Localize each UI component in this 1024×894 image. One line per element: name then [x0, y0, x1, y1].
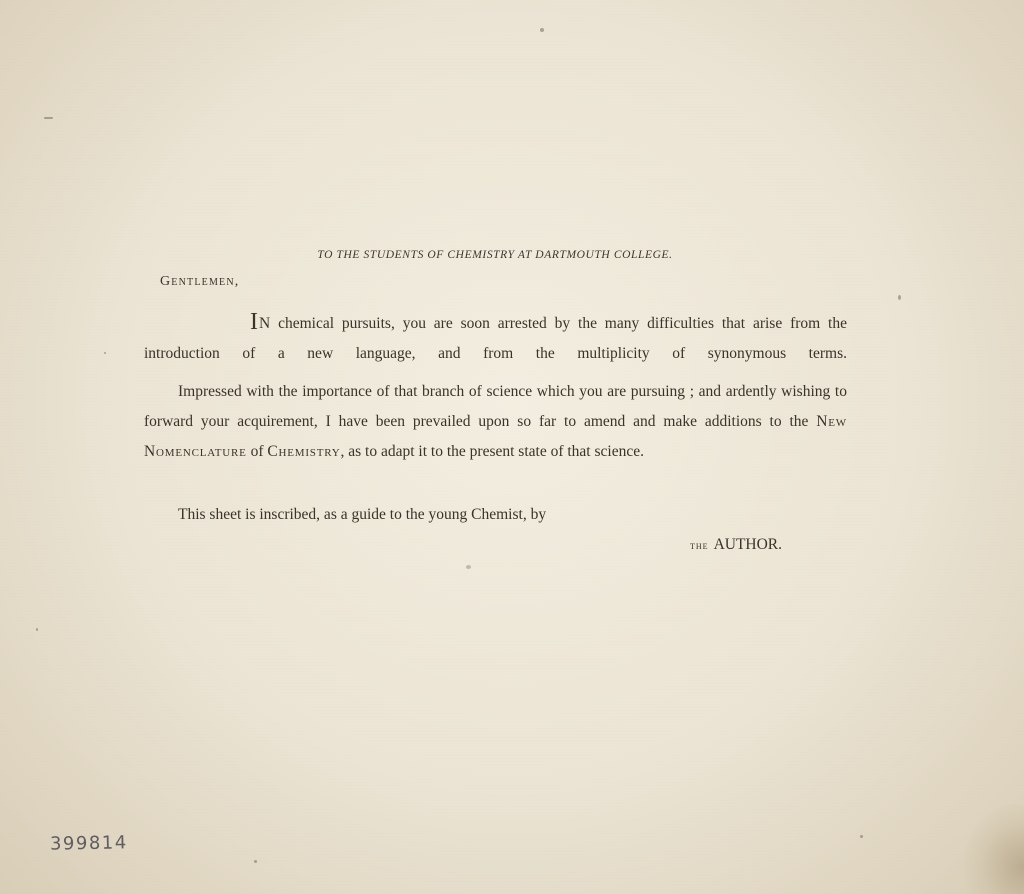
new-nomenclature-phrase: New Nomenclature [144, 413, 847, 460]
paragraph-introduction-text: chemical pursuits, you are soon arrested by the many difficulties that arise from the introduction of a new language, and from the multiplicity of synonymous terms. [144, 315, 847, 362]
signature-name: AUTHOR. [713, 536, 783, 553]
paper-speck [466, 565, 471, 569]
paper-speck [898, 295, 901, 300]
document-heading: TO THE STUDENTS OF CHEMISTRY AT DARTMOUTH COLLEGE. [317, 249, 673, 261]
first-word-rest: N [259, 315, 271, 332]
corner-stain [964, 804, 1024, 894]
signature [690, 530, 782, 560]
paper-speck [44, 117, 53, 119]
paragraph-purpose [144, 377, 847, 467]
paragraph-purpose-text-before: Impressed with the importance of that branch of science which you are pursuing ; and ardently wishing to forward your acquirement, I have been prevailed upon so far to amend and make additions to the [144, 383, 847, 430]
paper-speck [540, 28, 544, 32]
paper-speck [860, 835, 863, 838]
chemistry-phrase: Chemistry [267, 443, 341, 460]
paper-speck [104, 352, 106, 354]
signature-prefix: the [690, 538, 709, 552]
catalog-number: 399814 [49, 832, 128, 855]
paper-speck [254, 860, 257, 863]
paragraph-introduction [144, 309, 847, 369]
paragraph-purpose-text-of: of [246, 443, 268, 460]
salutation: Gentlemen, [160, 274, 240, 289]
paper-speck [36, 628, 38, 631]
drop-cap-initial: I [250, 309, 258, 335]
paragraph-purpose-text-after: , as to adapt it to the present state of that science. [340, 443, 644, 460]
paragraph-dedication: This sheet is inscribed, as a guide to the young Chemist, by [178, 506, 547, 523]
